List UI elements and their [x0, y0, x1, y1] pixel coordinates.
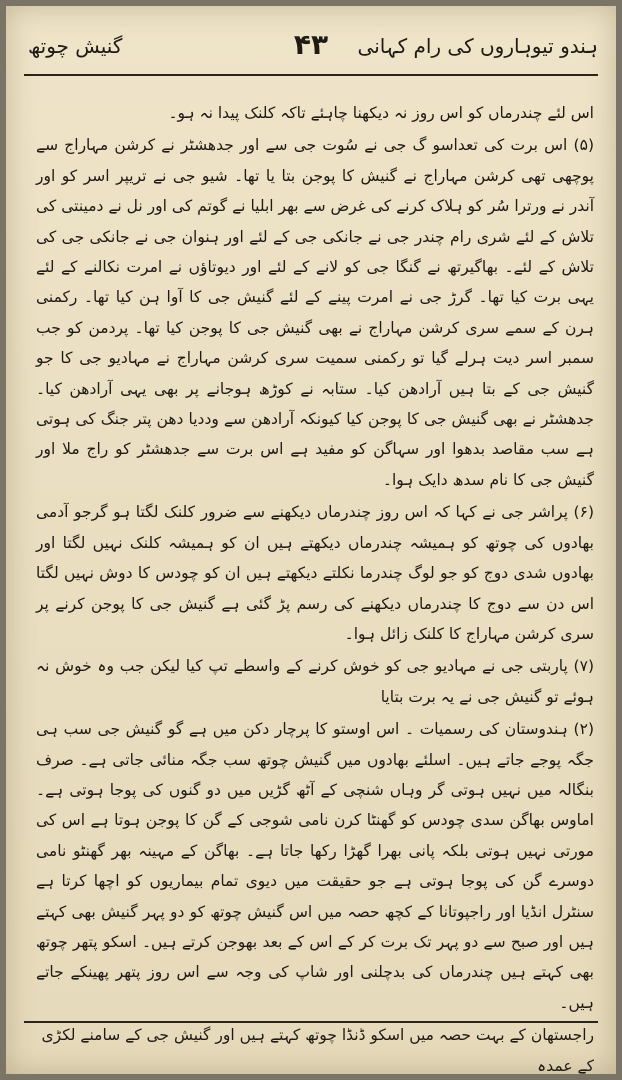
book-title: ہندو تیوہاروں کی رام کہانی: [357, 34, 598, 58]
paragraph-intro: اس لئے چندرماں کو اس روز نہ دیکھنا چاہئے تاکہ کلنک پیدا نہ ہو۔: [168, 104, 594, 122]
chapter-title: گنیش چوتھ: [28, 34, 123, 58]
paragraph-last: راجستھان کے بہت حصہ میں اسکو ڈنڈا چوتھ کہتے ہیں اور گنیش جی کے سامنے لکڑی کے عمدہ: [41, 1026, 594, 1074]
page-body: [36, 98, 594, 1074]
page-header: [24, 28, 598, 68]
book-page: [6, 6, 616, 1074]
header-divider: [24, 74, 598, 76]
paragraph-7: (۷) پاربتی جی نے مہادیو جی کو خوش کرنے کے واسطے تپ کیا لیکن جب وہ خوش نہ ہوئے تو گنیش جی نے یہ برت بتایا: [36, 657, 594, 706]
paragraph-rituals: (۲) ہندوستان کی رسمیات ۔ اس اوستو کا پرچار دکن میں ہے گو گنیش جی سب ہی جگہ پوجے جاتے ہیں۔ اسلئے بھادوں میں گنیش چوتھ سب جگہ منائی جاتی ہے۔ صرف بنگالہ میں نہیں ہوتی گر وہاں شنچی کے آٹھ گڑیں میں دو گنوں کی پوجا ہوتی ہے۔ اماوس بھاگن سدی چودس کو گھنٹا کرن نامی شوجی کے گن کا پوجن ہوتا ہے اس کی مورتی نہیں ہوتی بلکہ پانی بھرا گھڑا رکھا جاتا ہے۔ بھاگن کے مہینہ بھر گھنٹو نامی دوسرے گن کی پوجا ہوتی ہے جو حقیقت میں دیوی تمام بیماریوں کو اچھا کرتا ہے سنٹرل انڈیا اور راجپوتانا کے کچھ حصہ میں اس گنیش چوتھ کو دو پہر گنیش بھی کہتے ہیں اور صبح سے دو پہر تک برت کر کے اس کے بعد بھوجن کرتے ہیں۔ اسکو پتھر چوتھ بھی کہتے ہیں چندرماں کی بدچلنی اور شاپ کی وجہ سے اس روز پتھر پھینکے جاتے ہیں۔: [36, 720, 594, 1012]
page-number: ۴۳: [293, 28, 329, 61]
paragraph-5: (۵) اس برت کی تعداسو گ جی نے سُوت جی سے اور جدھشٹر نے کرشن مہاراج سے پوچھی تھی کرشن مہاراج نے گنیش کا پوجن بتا یا تھا۔ شیو جی نے تریپر اسر کو اور آندر نے ورترا سُر کو ہلاک کرنے کی غرض سے بھر ابلیا نے گوتم کی اور نل نے دمینتی کی تلاش کے لئے شری رام چندر جی نے جانکی جی کے لئے اور ہنوان جی نے جانکی جی کی تلاش کے لئے۔ بھاگیرتھ نے گنگا جی کو لانے کے لئے اور دیوتاؤں نے امرت نکالنے کے لئے یہی برت کیا تھا۔ گرڑ جی نے امرت پینے کے لئے گنیش جی کا آوا ہن کیا تھا۔ رکمنی ہرن کے سمے سری کرشن مہاراج نے بھی گنیش جی کا پوجن کیا تھا۔ پردمن کو جب سمبر اسر دیت ہرلے گیا تو رکمنی سمیت سری کرشن مہاراج نے مہادیو جی کا جو گنیش جی کے بتا ہیں آرادھن کیا۔ ستابہ نے کوڑھ ہوجانے پر بھی یہی آرادھن کیا۔ جدھشٹر نے بھی گنیش جی کا پوجن کیا کیونکہ آرادھن سے وددیا دھن پتر جنگ کی ہوتی ہے سب مقاصد بدھوا اور سہاگن کو مفید ہے اس برت سے جدھشٹر کو راج ملا اور گنیش جی کا نام سدھ دایک ہوا۔: [36, 136, 594, 489]
footer-divider: [24, 1021, 598, 1023]
paragraph-6: (۶) پراشر جی نے کہا کہ اس روز چندرماں دیکھنے سے ضرور کلنک لگتا ہو گرجو آدمی بھادوں کی چوتھ کو ہمیشہ چندرماں دیکھتے ہیں ان کو ہمیشہ کلنک نہیں لگتا اور بھادوں شدی دوج کو جو لوگ چندرما نکلتے دیکھتے ہیں ان کو چودس کا دوش نہیں لگتا اس دن سے دوج کا چندرماں دیکھنے کی رسم پڑ گئی ہے گنیش جی کا پوجن کرنے پر سری کرشن مہاراج کا کلنک زائل ہوا۔: [36, 503, 594, 643]
